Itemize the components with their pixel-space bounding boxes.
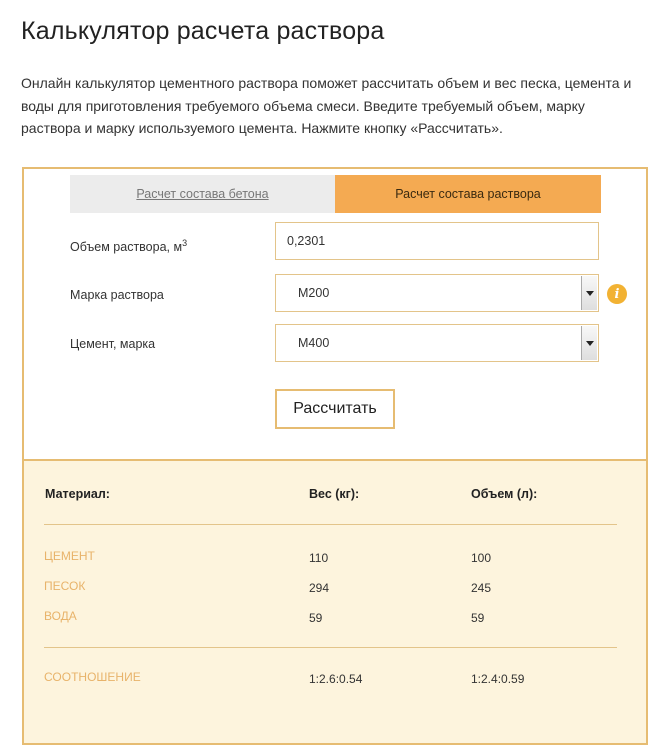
material-weight: 294 <box>309 581 330 595</box>
results-divider <box>44 524 617 525</box>
chevron-down-icon[interactable] <box>581 276 597 310</box>
ratio-volume: 1:2.4:0.59 <box>471 672 525 686</box>
cement-select[interactable] <box>275 324 599 362</box>
info-icon[interactable]: i <box>607 284 627 304</box>
tab-mortar[interactable]: Расчет состава раствора <box>335 175 601 213</box>
grade-label: Марка раствора <box>70 288 164 302</box>
calculate-button[interactable]: Рассчитать <box>275 389 395 429</box>
grade-select-value: М200 <box>298 286 330 300</box>
header-volume: Объем (л): <box>471 487 538 501</box>
material-volume: 245 <box>471 581 492 595</box>
volume-label-text: Объем раствора, м <box>70 240 183 254</box>
calculator-panel <box>22 167 648 745</box>
tab-concrete[interactable]: Расчет состава бетона <box>70 175 335 213</box>
header-material: Материал: <box>45 487 110 501</box>
results-divider <box>44 647 617 648</box>
material-name: ВОДА <box>44 609 77 623</box>
volume-unit-exponent: 3 <box>182 238 188 248</box>
grade-select[interactable] <box>275 274 599 312</box>
calculator-tabs <box>70 175 601 213</box>
volume-input-value: 0,2301 <box>287 234 326 248</box>
volume-input[interactable] <box>275 222 599 260</box>
intro-text: Онлайн калькулятор цементного раствора поможет рассчитать объем и вес песка, цемента и воды для приготовления требуемого объема смеси. Введите требуемый объем, марку раствора и марку используемого цемента. Нажмите кнопку «Рассчитать». <box>21 75 632 136</box>
header-weight: Вес (кг): <box>309 487 360 501</box>
results-panel <box>24 459 646 743</box>
volume-label <box>70 238 187 254</box>
cement-label: Цемент, марка <box>70 337 156 351</box>
ratio-weight: 1:2.6:0.54 <box>309 672 363 686</box>
material-volume: 59 <box>471 611 485 625</box>
material-name: ЦЕМЕНТ <box>44 549 95 563</box>
material-weight: 59 <box>309 611 323 625</box>
material-weight: 110 <box>309 551 329 565</box>
chevron-down-icon[interactable] <box>581 326 597 360</box>
material-name: ПЕСОК <box>44 579 86 593</box>
page-title: Калькулятор расчета раствора <box>21 17 385 45</box>
ratio-label: СООТНОШЕНИЕ <box>44 670 141 684</box>
cement-select-value: М400 <box>298 336 330 350</box>
material-volume: 100 <box>471 551 492 565</box>
